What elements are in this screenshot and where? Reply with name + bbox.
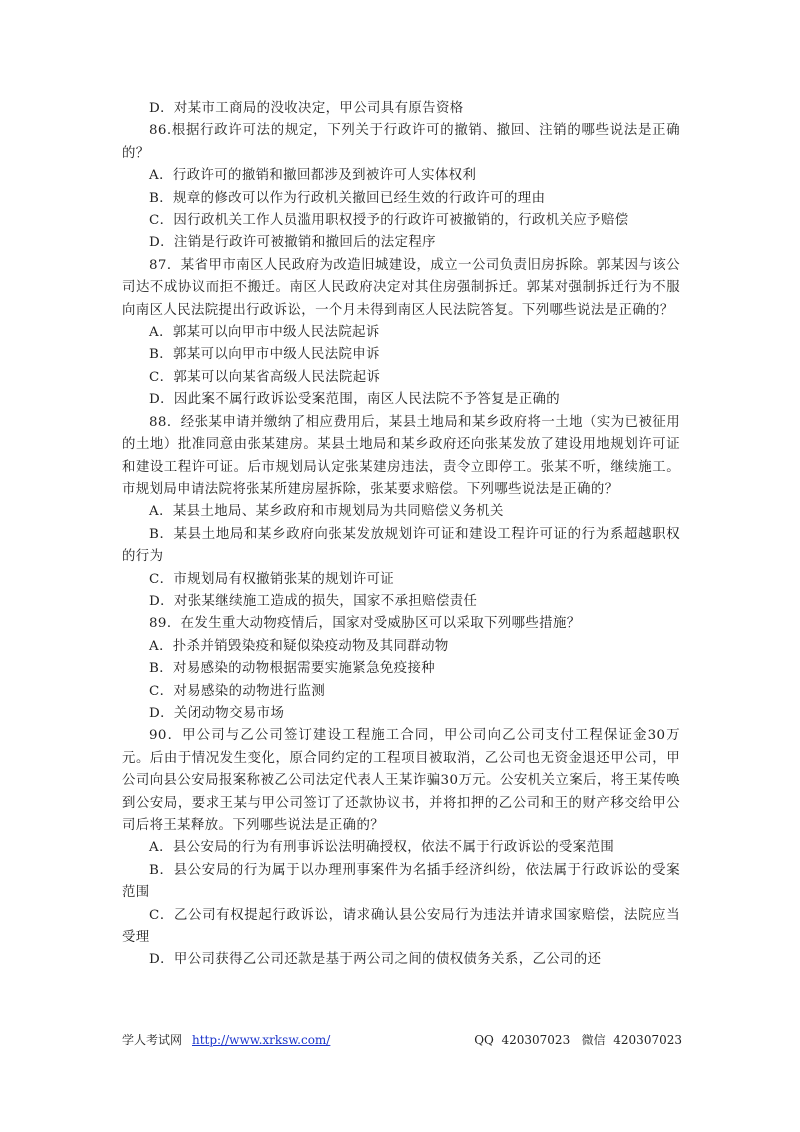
option-89-b: B．对易感染的动物根据需要实施紧急免疫接种 (149, 661, 436, 677)
option-90-d: D．甲公司获得乙公司还款是基于两公司之间的债权债务关系，乙公司的还 (149, 952, 602, 968)
footer-site-link[interactable]: http://www.xrksw.com/ (192, 1033, 331, 1047)
option-87-d: D．因此案不属行政诉讼受案范围，南区人民法院不予答复是正确的 (149, 392, 561, 408)
option-87-a: A．郭某可以向甲市中级人民法院起诉 (149, 325, 380, 341)
footer-contact: QQ 420307023 微信 420307023 (474, 1033, 682, 1047)
question-88: 88．经张某申请并缴纳了相应费用后，某县土地局和某乡政府将一土地（实为已被征用的土地）批准同意由张某建房。某县土地局和某乡政府还向张某发放了建设用地规划许可证和建设工程许可证。后市规划局认定张某建房违法，责令立即停工。张某不听，继续施工。市规划局申请法院将张某所建房屋拆除，张某要求赔偿。下列哪些说法是正确的？ (122, 414, 680, 497)
option-87-c: C．郭某可以向某省高级人民法院起诉 (149, 369, 381, 385)
option-86-d: D．注销是行政许可被撤销和撤回后的法定程序 (149, 235, 436, 251)
option-85-d: D．对某市工商局的没收决定，甲公司具有原告资格 (149, 101, 464, 116)
option-86-a: A．行政许可的撤销和撤回都涉及到被许可人实体权利 (149, 168, 477, 184)
option-90-b: B．县公安局的行为属于以办理刑事案件为名插手经济纠纷，依法属于行政诉讼的受案范围 (122, 862, 680, 901)
document-body (122, 98, 680, 972)
question-86: 86.根据行政许可法的规定，下列关于行政许可的撤销、撤回、注销的哪些说法是正确的？ (122, 123, 680, 161)
option-89-c: C．对易感染的动物进行监测 (149, 683, 326, 699)
question-87: 87．某省甲市南区人民政府为改造旧城建设，成立一公司负责旧房拆除。郭某因与该公司达不成协议而拒不搬迁。南区人民政府决定对其住房强制拆迁。郭某对强制拆迁行为不服向南区人民法院提出行政诉讼，一个月未得到南区人民法院答复。下列哪些说法是正确的？ (122, 257, 680, 318)
option-88-c: C．市规划局有权撤销张某的规划许可证 (149, 571, 395, 587)
option-87-b: B．郭某可以向甲市中级人民法院申诉 (149, 347, 380, 363)
option-89-d: D．关闭动物交易市场 (149, 705, 285, 721)
option-88-b: B．某县土地局和某乡政府向张某发放规划许可证和建设工程许可证的行为系超越职权的行为 (122, 526, 680, 565)
option-88-d: D．对张某继续施工造成的损失，国家不承担赔偿责任 (149, 593, 478, 609)
question-89: 89．在发生重大动物疫情后，国家对受威胁区可以采取下列哪些措施？ (149, 616, 581, 632)
option-90-a: A．县公安局的行为有刑事诉讼法明确授权，依法不属于行政诉讼的受案范围 (149, 840, 615, 856)
question-90: 90．甲公司与乙公司签订建设工程施工合同，甲公司向乙公司支付工程保证金30万元。后由于情况发生变化，原合同约定的工程项目被取消，乙公司也无资金退还甲公司，甲公司向县公安局报案称被乙公司法定代表人王某诈骗30万元。公安机关立案后，将王某传唤到公安局，要求王某与甲公司签订了还款协议书，并将扣押的乙公司和王的财产移交给甲公司后将王某释放。下列哪些说法是正确的？ (122, 728, 680, 833)
option-86-c: C．因行政机关工作人员滥用职权授予的行政许可被撤销的，行政机关应予赔偿 (149, 213, 629, 229)
footer-site-name: 学人考试网 (122, 1033, 183, 1047)
option-86-b: B．规章的修改可以作为行政机关撤回已经生效的行政许可的理由 (149, 190, 546, 206)
option-89-a: A．扑杀并销毁染疫和疑似染疫动物及其同群动物 (149, 638, 449, 654)
option-90-c: C．乙公司有权提起行政诉讼，请求确认县公安局行为违法并请求国家赔偿，法院应当受理 (122, 907, 680, 946)
option-88-a: A．某县土地局、某乡政府和市规划局为共同赔偿义务机关 (149, 504, 504, 520)
